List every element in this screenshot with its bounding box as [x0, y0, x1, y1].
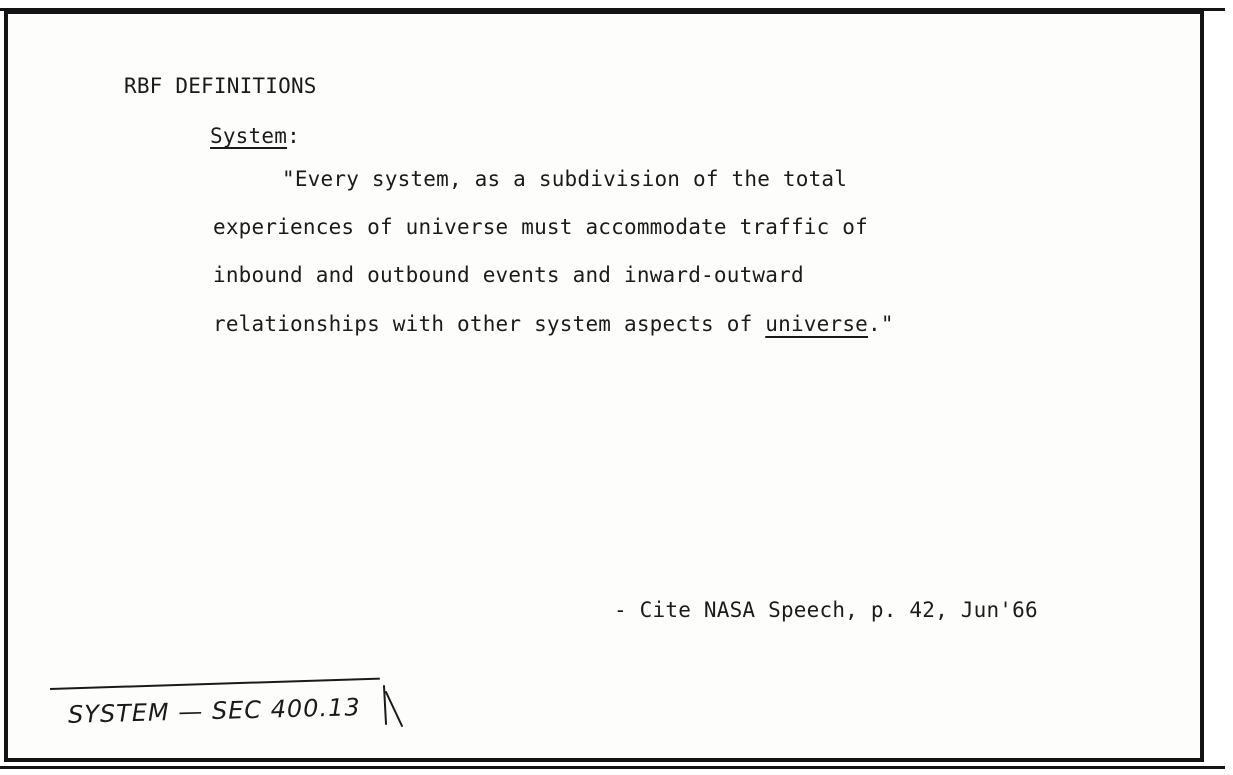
handwritten-bracket — [380, 684, 406, 728]
quote-line-4 — [213, 314, 894, 335]
citation: - Cite NASA Speech, p. 42, Jun'66 — [614, 598, 1038, 622]
term-word: System — [210, 124, 288, 148]
quote-line-4-start: relationships with other system aspects of — [213, 312, 766, 336]
underlined-word: universe — [765, 312, 869, 336]
adjacent-card-edge-bottom — [0, 766, 1225, 769]
card-heading: RBF DEFINITIONS — [124, 74, 317, 98]
quote-line-1: "Every system, as a subdivision of the total — [282, 167, 848, 191]
index-card — [4, 10, 1204, 762]
term-colon: : — [287, 124, 300, 148]
term-title — [210, 126, 300, 147]
handwritten-section-label: SYSTEM — SEC 400.13 — [67, 693, 362, 729]
adjacent-card-edge-top — [0, 8, 1225, 11]
quote-line-2: experiences of universe must accommodate traffic of — [213, 215, 868, 239]
quote-line-4-end: ." — [868, 312, 894, 336]
quote-line-3: inbound and outbound events and inward-outward — [213, 263, 804, 287]
